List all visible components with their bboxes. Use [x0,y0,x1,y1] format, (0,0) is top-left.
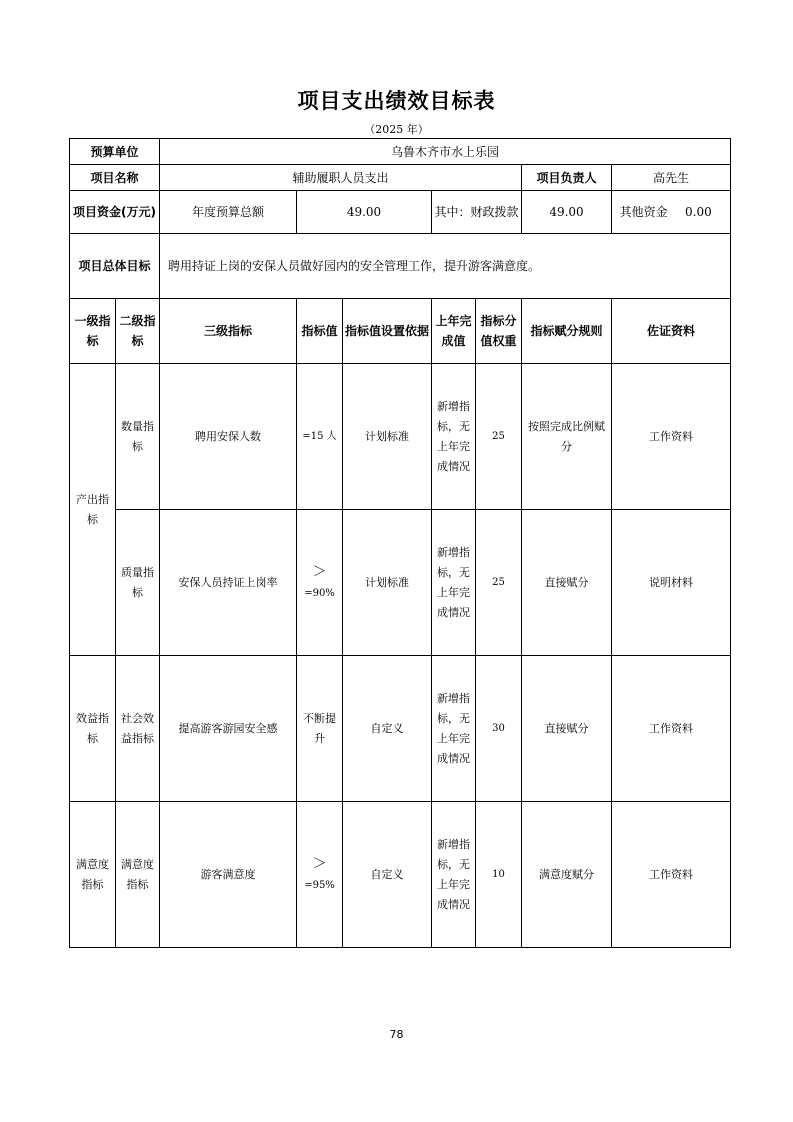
column-header: 指标赋分规则 [522,299,612,364]
annual-budget-label: 年度预算总额 [160,191,297,234]
table-row [70,802,731,948]
scoring-rule: 按照完成比例赋分 [522,364,612,510]
other-funds-label: 其他资金 [619,205,668,219]
evidence-material: 工作资料 [612,364,731,510]
level2-indicator: 社会效益指标 [116,656,160,802]
project-responsible-label: 项目负责人 [522,165,612,191]
level2-indicator: 满意度指标 [116,802,160,948]
budget-unit-label: 预算单位 [70,139,160,165]
level3-indicator: 聘用安保人数 [160,364,297,510]
budget-unit-row [70,139,731,165]
column-header: 上年完成值 [432,299,476,364]
level1-indicator: 满意度指标 [70,802,116,948]
indicator-value-text: =90% [304,587,335,599]
indicator-basis: 计划标准 [343,364,432,510]
page-number: 78 [389,1028,404,1041]
scoring-rule: 直接赋分 [522,656,612,802]
page-subtitle: （2025 年） [364,123,429,136]
level3-indicator: 安保人员持证上岗率 [160,510,297,656]
scoring-rule: 满意度赋分 [522,802,612,948]
indicator-basis: 计划标准 [343,510,432,656]
evidence-material: 说明材料 [612,510,731,656]
indicator-basis: 自定义 [343,802,432,948]
greater-than-symbol: ＞ [312,855,327,872]
indicator-weight: 25 [476,510,522,656]
project-funds-row [70,191,731,234]
fiscal-appropriation-value: 49.00 [522,191,612,234]
indicator-value [297,802,343,948]
indicator-value [297,510,343,656]
project-responsible-value: 高先生 [612,165,731,191]
indicator-weight: 30 [476,656,522,802]
other-funds-cell [612,191,731,234]
indicator-value [297,364,343,510]
other-funds-value: 0.00 [685,205,712,219]
scoring-rule: 直接赋分 [522,510,612,656]
level2-indicator: 质量指标 [116,510,160,656]
indicator-weight: 25 [476,364,522,510]
greater-than-symbol: ＞ [312,563,327,580]
previous-year-value: 新增指标，无上年完成情况 [432,510,476,656]
overall-goal-value: 聘用持证上岗的安保人员做好园内的安全管理工作，提升游客满意度。 [160,234,731,299]
indicator-value-text: =95% [304,879,335,891]
indicator-value-text: =15 人 [302,431,337,442]
column-header: 指标分值权重 [476,299,522,364]
column-header: 指标值设置依据 [343,299,432,364]
project-name-label: 项目名称 [70,165,160,191]
level3-indicator: 提高游客游园安全感 [160,656,297,802]
level1-indicator: 效益指标 [70,656,116,802]
budget-unit-value: 乌鲁木齐市水上乐园 [160,139,731,165]
column-header: 三级指标 [160,299,297,364]
table-row [70,656,731,802]
project-name-value: 辅助履职人员支出 [160,165,522,191]
page-title: 项目支出绩效目标表 [297,89,496,113]
project-funds-label: 项目资金(万元) [70,191,160,234]
performance-target-table [69,138,731,948]
indicator-value: 不断提升 [297,656,343,802]
previous-year-value: 新增指标，无上年完成情况 [432,656,476,802]
column-header: 一级指标 [70,299,116,364]
indicator-basis: 自定义 [343,656,432,802]
indicator-weight: 10 [476,802,522,948]
previous-year-value: 新增指标，无上年完成情况 [432,802,476,948]
level2-indicator: 数量指标 [116,364,160,510]
annual-budget-value: 49.00 [297,191,432,234]
column-header: 二级指标 [116,299,160,364]
evidence-material: 工作资料 [612,802,731,948]
table-row [70,364,731,510]
evidence-material: 工作资料 [612,656,731,802]
table-row [70,510,731,656]
column-header: 佐证资料 [612,299,731,364]
level1-indicator: 产出指标 [70,364,116,656]
project-name-row [70,165,731,191]
fiscal-appropriation-label: 其中：财政拨款 [432,191,522,234]
level3-indicator: 游客满意度 [160,802,297,948]
indicator-header-row [70,299,731,364]
overall-goal-label: 项目总体目标 [70,234,160,299]
column-header: 指标值 [297,299,343,364]
previous-year-value: 新增指标，无上年完成情况 [432,364,476,510]
overall-goal-row [70,234,731,299]
